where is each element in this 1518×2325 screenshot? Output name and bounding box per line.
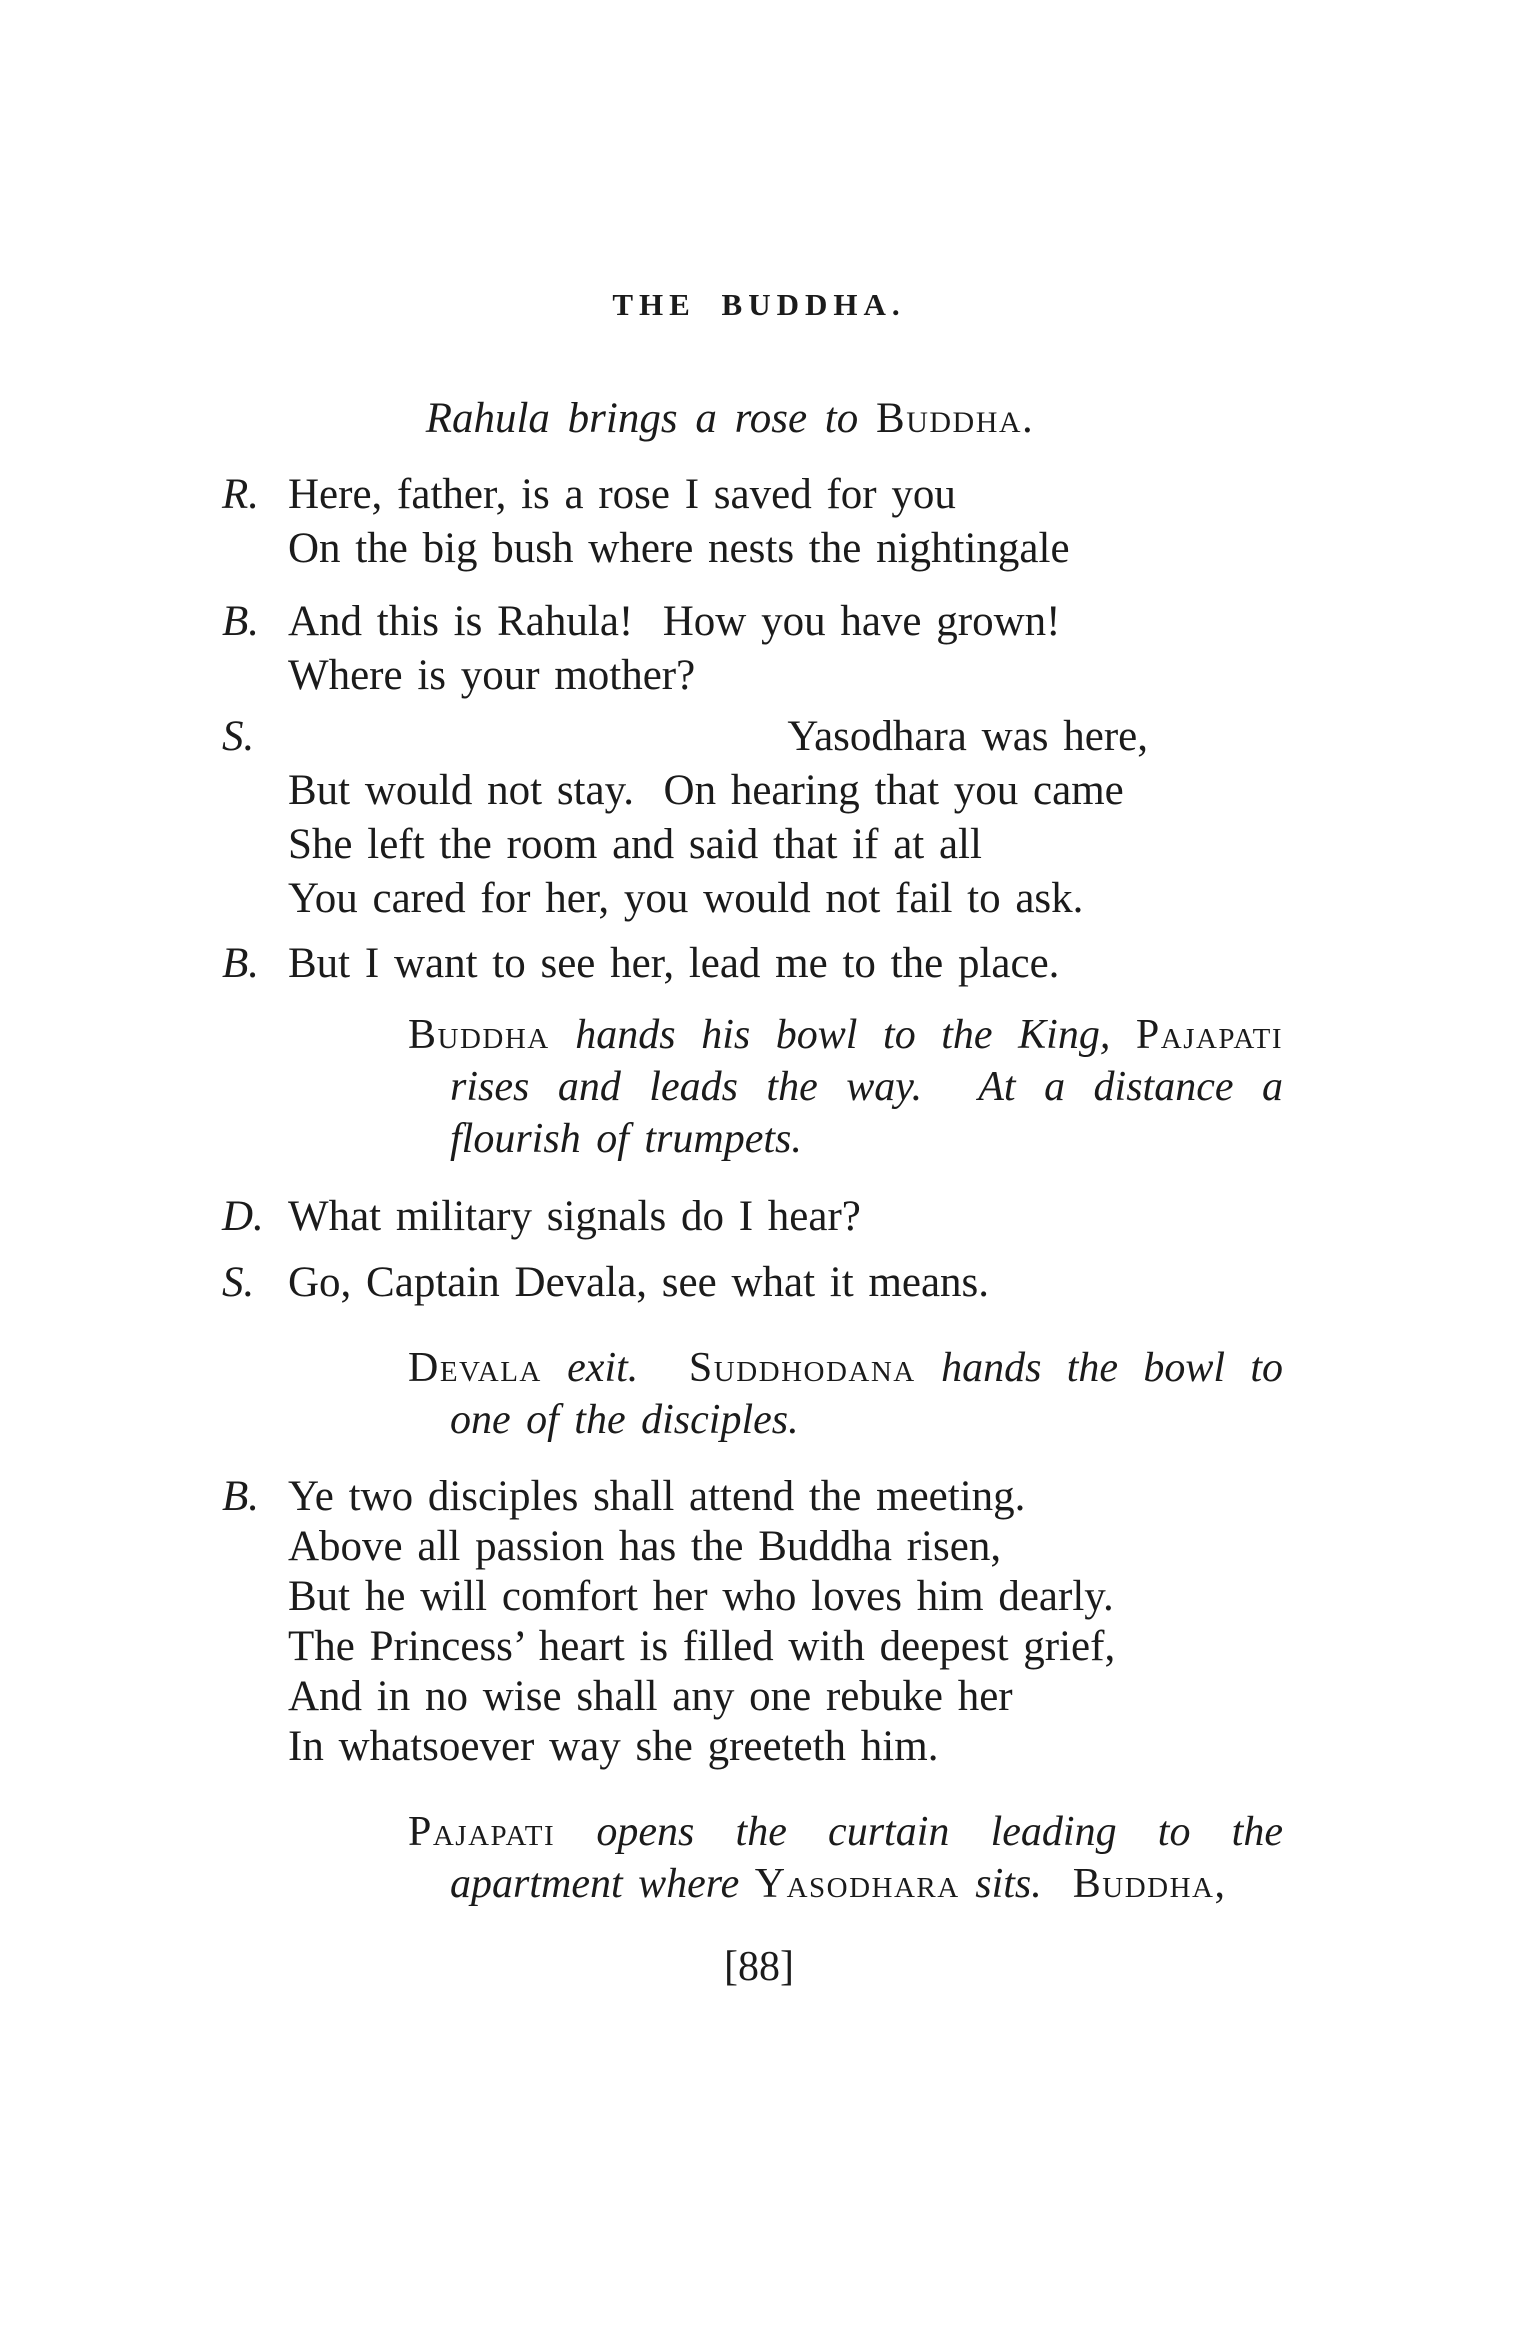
dialogue-line: Where is your mother?: [288, 652, 696, 699]
stage-direction-text: apartment where: [450, 1861, 755, 1907]
character-name-suddhodana: Suddhodana: [688, 1345, 916, 1391]
speaker-label: R.: [222, 471, 260, 518]
stage-direction: [408, 1009, 1283, 1165]
stage-direction-line: [408, 1342, 1283, 1394]
page-number: [88]: [724, 1944, 794, 1990]
scene-heading: [0, 391, 1460, 446]
dialogue-lines: [288, 468, 1278, 576]
dialogue-lines: [288, 937, 1278, 991]
dialogue-entry-buddha: [222, 937, 1278, 991]
dialogue-lines: [288, 1256, 1278, 1310]
dialogue-line: But I want to see her, lead me to the place.: [288, 940, 1060, 987]
character-name-buddha: Buddha: [408, 1012, 550, 1058]
dialogue-line: And this is Rahula! How you have grown!: [288, 598, 1061, 645]
stage-direction-line: rises and leads the way. At a distance a: [450, 1064, 1283, 1110]
dialogue-line: Here, father, is a rose I saved for you: [288, 471, 956, 518]
speaker-label: B.: [222, 1473, 260, 1520]
dialogue-line: But would not stay. On hearing that you came: [288, 767, 1124, 814]
dialogue-line: You cared for her, you would not fail to ask.: [288, 875, 1084, 922]
dialogue-lines: [288, 595, 1278, 703]
character-name-pajapati: Pajapati: [1135, 1012, 1283, 1058]
character-name-devala: Devala: [408, 1345, 542, 1391]
dialogue-entry-suddhodana: [222, 1256, 1278, 1310]
speaker-label: D.: [222, 1193, 264, 1240]
scene-heading-text: Rahula brings a rose to: [425, 395, 877, 442]
dialogue-line: She left the room and said that if at all: [288, 821, 982, 868]
dialogue-entry-rahula: [222, 468, 1278, 576]
stage-direction-line: [450, 1858, 1283, 1910]
dialogue-line: What military signals do I hear?: [288, 1193, 861, 1240]
dialogue-line: But he will comfort her who loves him dearly.: [288, 1573, 1114, 1620]
stage-direction: [408, 1806, 1283, 1910]
dialogue-entry-buddha: [222, 1472, 1278, 1772]
dialogue-line: Above all passion has the Buddha risen,: [288, 1523, 1002, 1570]
stage-direction-line: one of the disciples.: [450, 1397, 799, 1443]
dialogue-entry-buddha: [222, 595, 1278, 703]
dialogue-line: Go, Captain Devala, see what it means.: [288, 1259, 990, 1306]
character-name-yasodhara: Yasodhara: [754, 1861, 960, 1907]
dialogue-line-offset: Yasodhara was here,: [787, 713, 1148, 760]
dialogue-line: The Princess’ heart is filled with deepest grief,: [288, 1623, 1116, 1670]
stage-direction-text: hands the bowl to: [915, 1345, 1283, 1391]
stage-direction-line: [408, 1009, 1283, 1061]
speaker-label: S.: [222, 1259, 255, 1306]
dialogue-entry-devala: [222, 1190, 1278, 1244]
dialogue-lines: [288, 710, 1278, 926]
stage-direction-line: [408, 1806, 1283, 1858]
dialogue-lines: [288, 1190, 1278, 1244]
stage-direction: [408, 1342, 1283, 1446]
dialogue-line: And in no wise shall any one rebuke her: [288, 1673, 1013, 1720]
running-head: THE BUDDHA.: [612, 287, 906, 322]
character-name-pajapati: Pajapati: [408, 1809, 556, 1855]
stage-direction-line: flourish of trumpets.: [450, 1116, 802, 1162]
speaker-label: B.: [222, 940, 260, 987]
dialogue-line: Ye two disciples shall attend the meeting.: [288, 1473, 1026, 1520]
speaker-label: S.: [222, 713, 255, 760]
dialogue-line: On the big bush where nests the nightingale: [288, 525, 1070, 572]
dialogue-entry-suddhodana: [222, 710, 1278, 926]
character-name-buddha: Buddha,: [1072, 1861, 1227, 1907]
stage-direction-text: sits.: [959, 1861, 1073, 1907]
stage-direction-text: hands his bowl to the King,: [549, 1012, 1136, 1058]
stage-direction-text: exit.: [541, 1345, 689, 1391]
dialogue-lines: [288, 1472, 1278, 1772]
speaker-label: B.: [222, 598, 260, 645]
scene-heading-character-buddha: Buddha.: [876, 395, 1035, 442]
dialogue-line: In whatsoever way she greeteth him.: [288, 1723, 939, 1770]
stage-direction-text: opens the curtain leading to the: [555, 1809, 1283, 1855]
